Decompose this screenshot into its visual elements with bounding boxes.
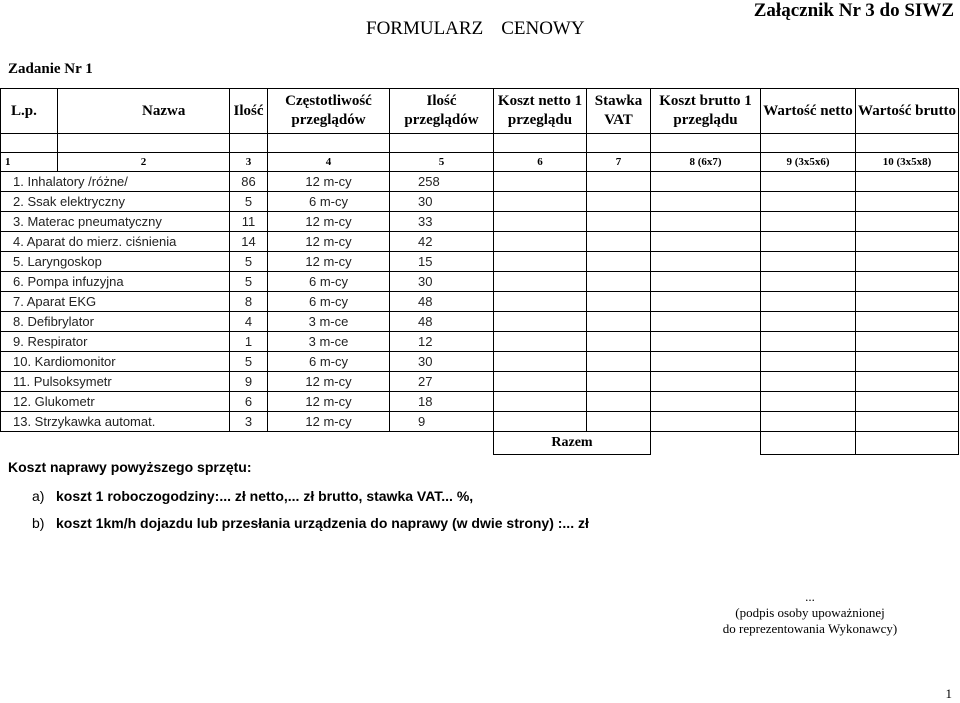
repair-line-b: [32, 515, 589, 531]
item-net-value-cell: [761, 292, 856, 312]
item-frequency-cell: 3 m-ce: [268, 312, 390, 332]
total-row: [1, 432, 959, 455]
item-gross-cost-cell: [651, 212, 761, 232]
item-count-cell: 48: [390, 312, 494, 332]
item-net-cost-cell: [494, 312, 587, 332]
item-vat-cell: [587, 392, 651, 412]
col-number: 5: [390, 153, 494, 172]
item-vat-cell: [587, 352, 651, 372]
item-frequency-cell: 12 m-cy: [268, 372, 390, 392]
item-net-value-cell: [761, 332, 856, 352]
item-gross-cost-cell: [651, 312, 761, 332]
item-frequency-cell: 12 m-cy: [268, 172, 390, 192]
repair-cost-title: Koszt naprawy powyższego sprzętu:: [8, 459, 252, 475]
item-frequency-cell: 6 m-cy: [268, 292, 390, 312]
item-net-value-cell: [761, 272, 856, 292]
item-net-cost-cell: [494, 192, 587, 212]
item-qty-cell: 8: [230, 292, 268, 312]
total-row-blank: [1, 432, 494, 455]
item-net-cost-cell: [494, 232, 587, 252]
item-net-value-cell: [761, 312, 856, 332]
col-number: 4: [268, 153, 390, 172]
col-header-vat: Stawka VAT: [587, 89, 651, 134]
item-gross-value-cell: [856, 312, 959, 332]
item-vat-cell: [587, 192, 651, 212]
item-frequency-cell: 12 m-cy: [268, 212, 390, 232]
item-qty-cell: 3: [230, 412, 268, 432]
col-header-net-value: Wartość netto: [761, 89, 856, 134]
table-row: [1, 192, 959, 212]
item-net-value-cell: [761, 232, 856, 252]
total-gross-cost-blank: [651, 432, 761, 455]
total-gross-value-cell: [856, 432, 959, 455]
item-qty-cell: 14: [230, 232, 268, 252]
table-row: [1, 292, 959, 312]
total-label: Razem: [494, 432, 651, 455]
item-vat-cell: [587, 172, 651, 192]
table-row: [1, 272, 959, 292]
signature-line-2: do reprezentowania Wykonawcy): [722, 621, 898, 636]
item-name-cell: 3. Materac pneumatyczny: [1, 212, 230, 232]
item-name-cell: 4. Aparat do mierz. ciśnienia: [1, 232, 230, 252]
item-qty-cell: 6: [230, 392, 268, 412]
item-net-cost-cell: [494, 412, 587, 432]
item-count-cell: 30: [390, 352, 494, 372]
item-net-value-cell: [761, 172, 856, 192]
table-row: [1, 392, 959, 412]
item-frequency-cell: 6 m-cy: [268, 192, 390, 212]
signature-dots: ...: [805, 589, 815, 604]
item-vat-cell: [587, 312, 651, 332]
item-gross-cost-cell: [651, 352, 761, 372]
item-name-cell: 6. Pompa infuzyjna: [1, 272, 230, 292]
item-name-cell: 5. Laryngoskop: [1, 252, 230, 272]
table-row: [1, 232, 959, 252]
price-table: [0, 88, 959, 455]
item-gross-cost-cell: [651, 392, 761, 412]
item-gross-cost-cell: [651, 332, 761, 352]
repair-line-a: [32, 488, 473, 504]
col-header-lp: L.p.: [1, 89, 58, 134]
repair-line-b-text: koszt 1km/h dojazdu lub przesłania urządzenia do naprawy (w dwie strony) :... zł: [56, 515, 589, 531]
item-frequency-cell: 12 m-cy: [268, 392, 390, 412]
item-vat-cell: [587, 212, 651, 232]
task-label: Zadanie Nr 1: [8, 61, 93, 77]
item-frequency-cell: 3 m-ce: [268, 332, 390, 352]
item-net-cost-cell: [494, 272, 587, 292]
item-gross-cost-cell: [651, 232, 761, 252]
col-number: 10 (3x5x8): [856, 153, 959, 172]
table-header-row: [1, 89, 959, 134]
item-count-cell: 9: [390, 412, 494, 432]
item-count-cell: 48: [390, 292, 494, 312]
item-qty-cell: 5: [230, 352, 268, 372]
col-number: 9 (3x5x6): [761, 153, 856, 172]
item-gross-cost-cell: [651, 272, 761, 292]
item-net-cost-cell: [494, 252, 587, 272]
item-net-cost-cell: [494, 352, 587, 372]
item-net-value-cell: [761, 372, 856, 392]
item-count-cell: 27: [390, 372, 494, 392]
item-gross-cost-cell: [651, 252, 761, 272]
table-row: [1, 332, 959, 352]
item-gross-value-cell: [856, 372, 959, 392]
item-count-cell: 33: [390, 212, 494, 232]
item-net-cost-cell: [494, 372, 587, 392]
signature-block: [680, 589, 940, 637]
item-net-cost-cell: [494, 292, 587, 312]
table-row: [1, 172, 959, 192]
item-net-cost-cell: [494, 212, 587, 232]
item-qty-cell: 5: [230, 192, 268, 212]
table-row: [1, 352, 959, 372]
col-number: 6: [494, 153, 587, 172]
item-net-value-cell: [761, 252, 856, 272]
table-row: [1, 412, 959, 432]
item-count-cell: 30: [390, 272, 494, 292]
col-header-count: Ilość przeglądów: [390, 89, 494, 134]
total-net-value-cell: [761, 432, 856, 455]
col-number: 1: [1, 153, 58, 172]
item-gross-value-cell: [856, 392, 959, 412]
item-net-value-cell: [761, 212, 856, 232]
item-name-cell: 9. Respirator: [1, 332, 230, 352]
item-net-value-cell: [761, 192, 856, 212]
item-name-cell: 1. Inhalatory /różne/: [1, 172, 230, 192]
item-gross-value-cell: [856, 412, 959, 432]
item-vat-cell: [587, 332, 651, 352]
item-name-cell: 12. Glukometr: [1, 392, 230, 412]
item-gross-value-cell: [856, 192, 959, 212]
item-qty-cell: 5: [230, 272, 268, 292]
col-header-net-cost: Koszt netto 1 przeglądu: [494, 89, 587, 134]
item-gross-value-cell: [856, 332, 959, 352]
attachment-label: Załącznik Nr 3 do SIWZ: [753, 0, 954, 21]
repair-line-a-label: a): [32, 488, 45, 504]
item-count-cell: 12: [390, 332, 494, 352]
item-gross-value-cell: [856, 212, 959, 232]
item-qty-cell: 5: [230, 252, 268, 272]
item-gross-value-cell: [856, 172, 959, 192]
item-count-cell: 30: [390, 192, 494, 212]
item-gross-cost-cell: [651, 412, 761, 432]
item-vat-cell: [587, 292, 651, 312]
repair-line-b-label: b): [32, 515, 45, 531]
col-header-name: Nazwa: [58, 89, 230, 134]
col-number: 3: [230, 153, 268, 172]
item-gross-value-cell: [856, 252, 959, 272]
item-gross-cost-cell: [651, 172, 761, 192]
col-header-qty: Ilość: [230, 89, 268, 134]
item-net-value-cell: [761, 392, 856, 412]
item-count-cell: 42: [390, 232, 494, 252]
item-count-cell: 15: [390, 252, 494, 272]
item-gross-value-cell: [856, 352, 959, 372]
item-gross-cost-cell: [651, 372, 761, 392]
item-frequency-cell: 12 m-cy: [268, 232, 390, 252]
item-qty-cell: 9: [230, 372, 268, 392]
table-row: [1, 372, 959, 392]
header-spacer-row: [1, 134, 959, 153]
table-row: [1, 312, 959, 332]
item-qty-cell: 86: [230, 172, 268, 192]
item-name-cell: 7. Aparat EKG: [1, 292, 230, 312]
item-gross-cost-cell: [651, 292, 761, 312]
item-net-cost-cell: [494, 172, 587, 192]
col-number: 7: [587, 153, 651, 172]
item-name-cell: 2. Ssak elektryczny: [1, 192, 230, 212]
title-part-2: CENOWY: [501, 18, 585, 39]
item-net-value-cell: [761, 412, 856, 432]
item-frequency-cell: 12 m-cy: [268, 252, 390, 272]
item-gross-value-cell: [856, 292, 959, 312]
item-name-cell: 8. Defibrylator: [1, 312, 230, 332]
title-part-1: FORMULARZ: [366, 18, 484, 39]
item-qty-cell: 4: [230, 312, 268, 332]
page-number: 1: [945, 686, 952, 701]
item-vat-cell: [587, 272, 651, 292]
col-header-gross-cost: Koszt brutto 1 przeglądu: [651, 89, 761, 134]
item-name-cell: 11. Pulsoksymetr: [1, 372, 230, 392]
item-gross-value-cell: [856, 232, 959, 252]
col-header-gross-value: Wartość brutto: [856, 89, 959, 134]
item-net-cost-cell: [494, 392, 587, 412]
item-qty-cell: 11: [230, 212, 268, 232]
item-gross-value-cell: [856, 272, 959, 292]
page-title: [366, 18, 585, 40]
item-count-cell: 18: [390, 392, 494, 412]
item-frequency-cell: 6 m-cy: [268, 352, 390, 372]
item-frequency-cell: 6 m-cy: [268, 272, 390, 292]
col-number: 2: [58, 153, 230, 172]
item-gross-cost-cell: [651, 192, 761, 212]
item-name-cell: 13. Strzykawka automat.: [1, 412, 230, 432]
item-net-value-cell: [761, 352, 856, 372]
item-frequency-cell: 12 m-cy: [268, 412, 390, 432]
item-name-cell: 10. Kardiomonitor: [1, 352, 230, 372]
item-vat-cell: [587, 232, 651, 252]
item-vat-cell: [587, 412, 651, 432]
table-row: [1, 252, 959, 272]
signature-line-1: (podpis osoby upoważnionej: [735, 605, 885, 620]
item-vat-cell: [587, 372, 651, 392]
item-vat-cell: [587, 252, 651, 272]
col-header-frequency: Częstotliwość przeglądów: [268, 89, 390, 134]
table-row: [1, 212, 959, 232]
item-net-cost-cell: [494, 332, 587, 352]
col-number: 8 (6x7): [651, 153, 761, 172]
repair-line-a-text: koszt 1 roboczogodziny:... zł netto,... zł brutto, stawka VAT... %,: [56, 488, 474, 504]
column-number-row: [1, 153, 959, 172]
item-count-cell: 258: [390, 172, 494, 192]
item-qty-cell: 1: [230, 332, 268, 352]
